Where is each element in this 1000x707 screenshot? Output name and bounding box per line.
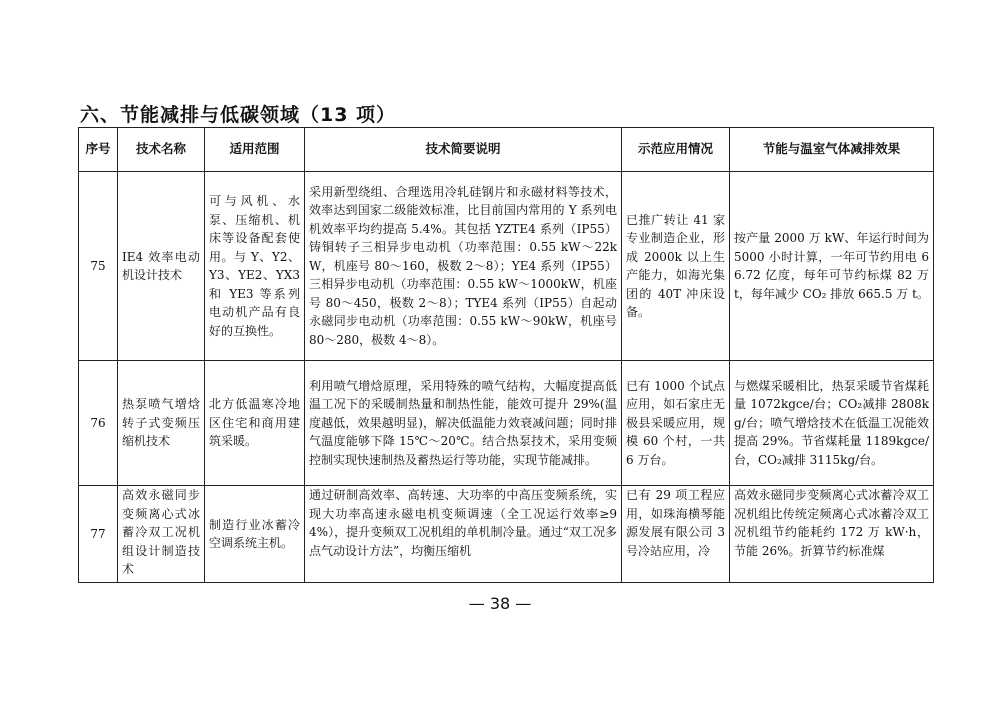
section-title: 六、节能减排与低碳领域（13 项） — [80, 104, 397, 126]
row-demo — [622, 486, 730, 583]
row-no: 75 — [79, 172, 118, 361]
table-row — [79, 172, 934, 361]
row-scope: 可与风机、水泵、压缩机、机床等设备配套使用。与 Y、Y2、Y3、YE2、YX3 和 YE3 等系列电动机产品有良好的互换性。 — [205, 172, 305, 361]
row-demo-text: 已有 29 项工程应用，如珠海横琴能源发展有限公司 3 号冷站应用，冷 — [626, 488, 725, 558]
row-effect: 与燃煤采暖相比，热泵采暖节省煤耗量 1072kgce/台；CO₂减排 2808kg/台；喷气增焓技术在低温工况能效提高 29%。节省煤耗量 1189kgce/台，CO₂减排 3115kg/台。 — [730, 361, 934, 486]
table-row — [79, 361, 934, 486]
row-description: 利用喷气增焓原理，采用特殊的喷气结构，大幅度提高低温工况下的采暖制热量和制热性能，能效可提升 29%(温度越低，效果越明显)，解决低温能力效衰减问题；同时排气温度能够下降 15℃～20℃。结合热泵技术，采用变频控制实现快速制热及蓄热运行等功能，实现节能减排。 — [305, 361, 622, 486]
header-effect: 节能与温室气体减排效果 — [730, 128, 934, 172]
row-description-text: 通过研制高效率、高转速、大功率的中高压变频系统，实现大功率高速永磁电机变频调速（全工况运行效率≥94%），提升变频双工况机组的单机制冷量。通过“双工况多点气动设计方法”，均衡压缩机 — [309, 488, 617, 558]
technology-table — [78, 127, 934, 583]
header-demo: 示范应用情况 — [622, 128, 730, 172]
table-header-row — [79, 128, 934, 172]
header-scope: 适用范围 — [205, 128, 305, 172]
row-tech-name-text: 高效永磁同步变频离心式冰蓄冷双工况机组设计制造技术 — [122, 488, 200, 576]
row-effect-text: 高效永磁同步变频离心式冰蓄冷双工况机组比传统定频离心式冰蓄冷双工况机组节约能耗约 172 万 kW·h，节能 26%。折算节约标准煤 — [734, 488, 929, 558]
page-number: — 38 — — [468, 594, 532, 613]
row-tech-name — [118, 486, 205, 583]
row-no: 77 — [79, 486, 118, 583]
row-tech-name: IE4 效率电动机设计技术 — [118, 172, 205, 361]
row-demo: 已推广转让 41 家专业制造企业，形成 2000k 以上生产能力，如海光集团的 40T 冲床设备。 — [622, 172, 730, 361]
row-description — [305, 486, 622, 583]
row-scope-text: 制造行业冰蓄冷空调系统主机。 — [209, 517, 300, 550]
table-row — [79, 486, 934, 583]
row-effect — [730, 486, 934, 583]
row-description: 采用新型绕组、合理选用冷轧硅钢片和永磁材料等技术，效率达到国家二级能效标准，比目前国内常用的 Y 系列电机效率平均约提高 5.4%。其包括 YZTE4 系列（IP55）铸铜转子三相异步电动机（功率范围：0.55 kW～22kW，机座号 80～160，极数 2～8）；YE4 系列（IP55）三相异步电动机（功率范围：0.55 kW～1000kW，机座号 80～450，极数 2～8）；TYE4 系列（IP55）自起动永磁同步电动机（功率范围：0.55 kW～90kW，机座号 80～280，极数 4～8）。 — [305, 172, 622, 361]
row-demo: 已有 1000 个试点应用，如石家庄无极县采暖应用，规模 60 个村，一共 6 万台。 — [622, 361, 730, 486]
row-no: 76 — [79, 361, 118, 486]
row-scope: 北方低温寒冷地区住宅和商用建筑采暖。 — [205, 361, 305, 486]
header-no: 序号 — [79, 128, 118, 172]
row-tech-name: 热泵喷气增焓转子式变频压缩机技术 — [118, 361, 205, 486]
header-tech-name: 技术名称 — [118, 128, 205, 172]
row-effect: 按产量 2000 万 kW、年运行时间为 5000 小时计算，一年可节约用电 66.72 亿度，每年可节约标煤 82 万 t，每年减少 CO₂ 排放 665.5 万 t。 — [730, 172, 934, 361]
row-scope — [205, 486, 305, 583]
header-description: 技术简要说明 — [305, 128, 622, 172]
